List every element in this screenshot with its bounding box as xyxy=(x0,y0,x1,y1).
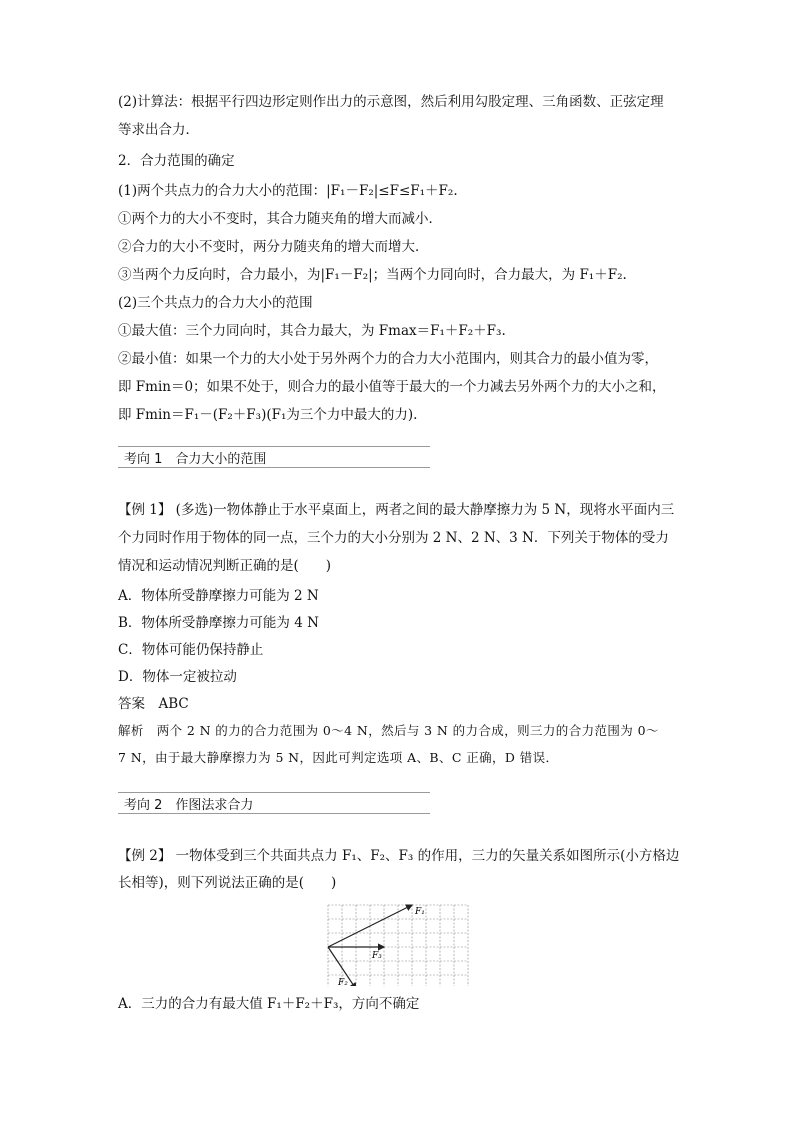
grid-lines xyxy=(328,905,468,986)
para-min-value-3: 即 Fmin＝F₁－(F₂＋F₃)(F₁为三个力中最大的力). xyxy=(118,407,418,423)
label-f2: F₂ xyxy=(338,978,348,986)
example1-line-2: 个力同时作用于物体的同一点，三个力的大小分别为 2 N、2 N、3 N．下列关于物体的受力 xyxy=(118,530,669,546)
example1-line-3: 情况和运动情况判断正确的是( ) xyxy=(118,558,332,574)
para-calc-method-2: 等求出合力． xyxy=(118,122,199,138)
section-title-1: 考向 1 合力大小的范围 xyxy=(124,452,267,467)
para-calc-method-1: (2)计算法：根据平行四边形定则作出力的示意图，然后利用勾股定理、三角函数、正弦定理 xyxy=(118,94,664,110)
para-two-forces-range: (1)两个共点力的合力大小的范围：|F₁－F₂|≤F≤F₁＋F₂. xyxy=(118,183,458,199)
heading-resultant-range: 2．合力范围的确定 xyxy=(118,153,235,169)
example1-option-b: B．物体所受静摩擦力可能为 4 N xyxy=(118,615,319,631)
label-f3: F₃ xyxy=(372,951,382,961)
para-max-value: ①最大值：三个力同向时，其合力最大，为 Fmax＝F₁＋F₂＋F₃. xyxy=(118,323,506,339)
para-min-value-1: ②最小值：如果一个力的大小处于另外两个力的合力大小范围内，则其合力的最小值为零， xyxy=(118,351,658,367)
example2-option-a: A．三力的合力有最大值 F₁＋F₂＋F₃，方向不确定 xyxy=(118,996,420,1012)
para-three-forces-range: (2)三个共点力的合力大小的范围 xyxy=(118,295,313,311)
para-point-3: ③当两个力反向时，合力最小，为|F₁－F₂|；当两个力同向时，合力最大，为 F₁＋F₂. xyxy=(118,267,627,283)
example1-option-c: C．物体可能仍保持静止 xyxy=(118,642,264,658)
section-title-2: 考向 2 作图法求合力 xyxy=(124,798,254,813)
example1-answer: 答案 ABC xyxy=(118,696,189,712)
section-header-2 xyxy=(118,792,430,814)
example1-line-1: 【例 1】 (多选)一物体静止于水平桌面上，两者之间的最大静摩擦力为 5 N，现将水平面内三 xyxy=(118,502,675,518)
example2-line-1: 【例 2】 一物体受到三个共面共点力 F₁、F₂、F₃ 的作用，三力的矢量关系如图所示(小方格边 xyxy=(118,848,680,864)
example1-analysis-2: 7 N，由于最大静摩擦力为 5 N，因此可判定选项 A、B、C 正确，D 错误． xyxy=(118,750,559,765)
para-point-2: ②合力的大小不变时，两分力随夹角的增大而增大． xyxy=(118,239,429,255)
example1-option-d: D．物体一定被拉动 xyxy=(118,669,237,685)
label-f1: F₁ xyxy=(415,907,425,917)
force-vector-figure xyxy=(327,904,469,986)
para-min-value-2: 即 Fmin＝0；如果不处于，则合力的最小值等于最大的一个力减去另外两个力的大小之和， xyxy=(118,379,666,395)
para-point-1: ①两个力的大小不变时，其合力随夹角的增大而减小． xyxy=(118,211,442,227)
example1-option-a: A．物体所受静摩擦力可能为 2 N xyxy=(118,588,319,604)
example2-line-2: 长相等)，则下列说法正确的是( ) xyxy=(118,875,337,891)
section-header-1 xyxy=(118,446,430,468)
example1-analysis-1: 解析 两个 2 N 的力的合力范围为 0～4 N，然后与 3 N 的力合成，则三力的合力范围为 0～ xyxy=(118,723,659,738)
